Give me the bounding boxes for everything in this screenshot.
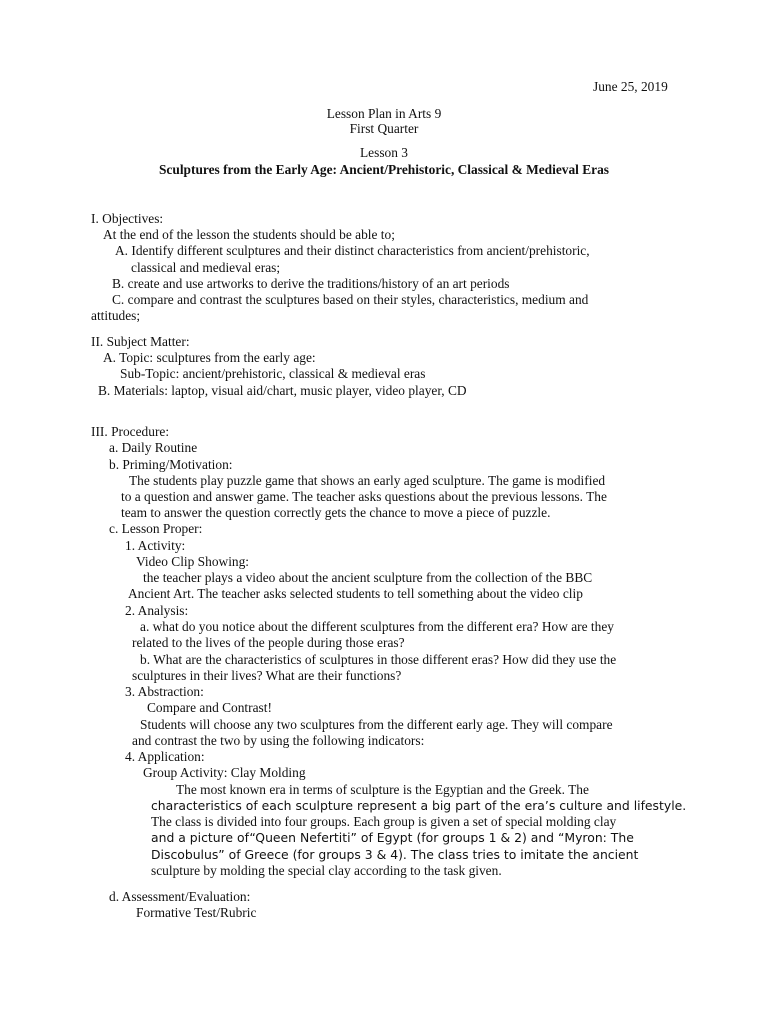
quarter-label: First Quarter (349, 121, 419, 136)
document-title: Lesson Plan in Arts 9 (326, 106, 442, 121)
procedure-heading: III. Procedure: (91, 424, 170, 439)
activity-text2: Ancient Art. The teacher asks selected students to tell something about the video clip (128, 586, 583, 601)
subject-subtopic: Sub-Topic: ancient/prehistoric, classical & medieval eras (120, 366, 426, 381)
procedure-b-text2: to a question and answer game. The teacher asks questions about the previous lessons. The (121, 489, 607, 504)
analysis-a2: related to the lives of the people during those eras? (132, 635, 405, 650)
lesson-number: Lesson 3 (360, 145, 408, 160)
assessment-sub: Formative Test/Rubric (136, 905, 257, 920)
objectives-intro: At the end of the lesson the students should be able to; (103, 227, 395, 242)
application-sub: Group Activity: Clay Molding (143, 765, 306, 780)
assessment-heading: d. Assessment/Evaluation: (109, 889, 251, 904)
procedure-c: c. Lesson Proper: (109, 521, 203, 536)
procedure-b-text3: team to answer the question correctly gets the chance to move a piece of puzzle. (121, 505, 551, 520)
analysis-b1: b. What are the characteristics of sculptures in those different eras? How did they use the (140, 652, 617, 667)
application-text1: The most known era in terms of sculpture is the Egyptian and the Greek. The (176, 782, 589, 797)
abstraction-heading: 3. Abstraction: (125, 684, 204, 699)
procedure-a: a. Daily Routine (109, 440, 198, 455)
activity-sub: Video Clip Showing: (136, 554, 250, 569)
objective-a-line2: classical and medieval eras; (131, 260, 281, 275)
analysis-b2: sculptures in their lives? What are their functions? (132, 668, 402, 683)
application-text5: Discobulus” of Greece (for groups 3 & 4). The class tries to imitate the ancient (151, 847, 639, 862)
objective-c-line1: C. compare and contrast the sculptures based on their styles, characteristics, medium and (112, 292, 589, 307)
abstraction-sub: Compare and Contrast! (147, 700, 272, 715)
application-text4: and a picture of“Queen Nefertiti” of Egypt (for groups 1 & 2) and “Myron: The (151, 830, 634, 845)
date: June 25, 2019 (593, 79, 668, 94)
application-text6: sculpture by molding the special clay according to the task given. (151, 863, 502, 878)
application-heading: 4. Application: (125, 749, 205, 764)
analysis-a1: a. what do you notice about the different sculptures from the different era? How are they (140, 619, 614, 634)
subject-materials: B. Materials: laptop, visual aid/chart, music player, video player, CD (98, 383, 467, 398)
objective-c-line2: attitudes; (91, 308, 141, 323)
lesson-subtitle: Sculptures from the Early Age: Ancient/Prehistoric, Classical & Medieval Eras (158, 162, 610, 177)
abstraction-text1: Students will choose any two sculptures from the different early age. They will compare (140, 717, 613, 732)
subject-matter-heading: II. Subject Matter: (91, 334, 190, 349)
subject-topic: A. Topic: sculptures from the early age: (103, 350, 316, 365)
abstraction-text2: and contrast the two by using the following indicators: (132, 733, 425, 748)
application-text2: characteristics of each sculpture represent a big part of the era’s culture and lifestyle. (151, 798, 687, 813)
objectives-heading: I. Objectives: (91, 211, 164, 226)
procedure-b: b. Priming/Motivation: (109, 457, 233, 472)
application-text3: The class is divided into four groups. Each group is given a set of special molding clay (151, 814, 617, 829)
activity-text1: the teacher plays a video about the ancient sculpture from the collection of the BBC (143, 570, 593, 585)
activity-heading: 1. Activity: (125, 538, 186, 553)
analysis-heading: 2. Analysis: (125, 603, 189, 618)
objective-b: B. create and use artworks to derive the traditions/history of an art periods (112, 276, 510, 291)
objective-a-line1: A. Identify different sculptures and their distinct characteristics from ancient/prehistoric, (115, 243, 590, 258)
procedure-b-text1: The students play puzzle game that shows an early aged sculpture. The game is modified (129, 473, 606, 488)
